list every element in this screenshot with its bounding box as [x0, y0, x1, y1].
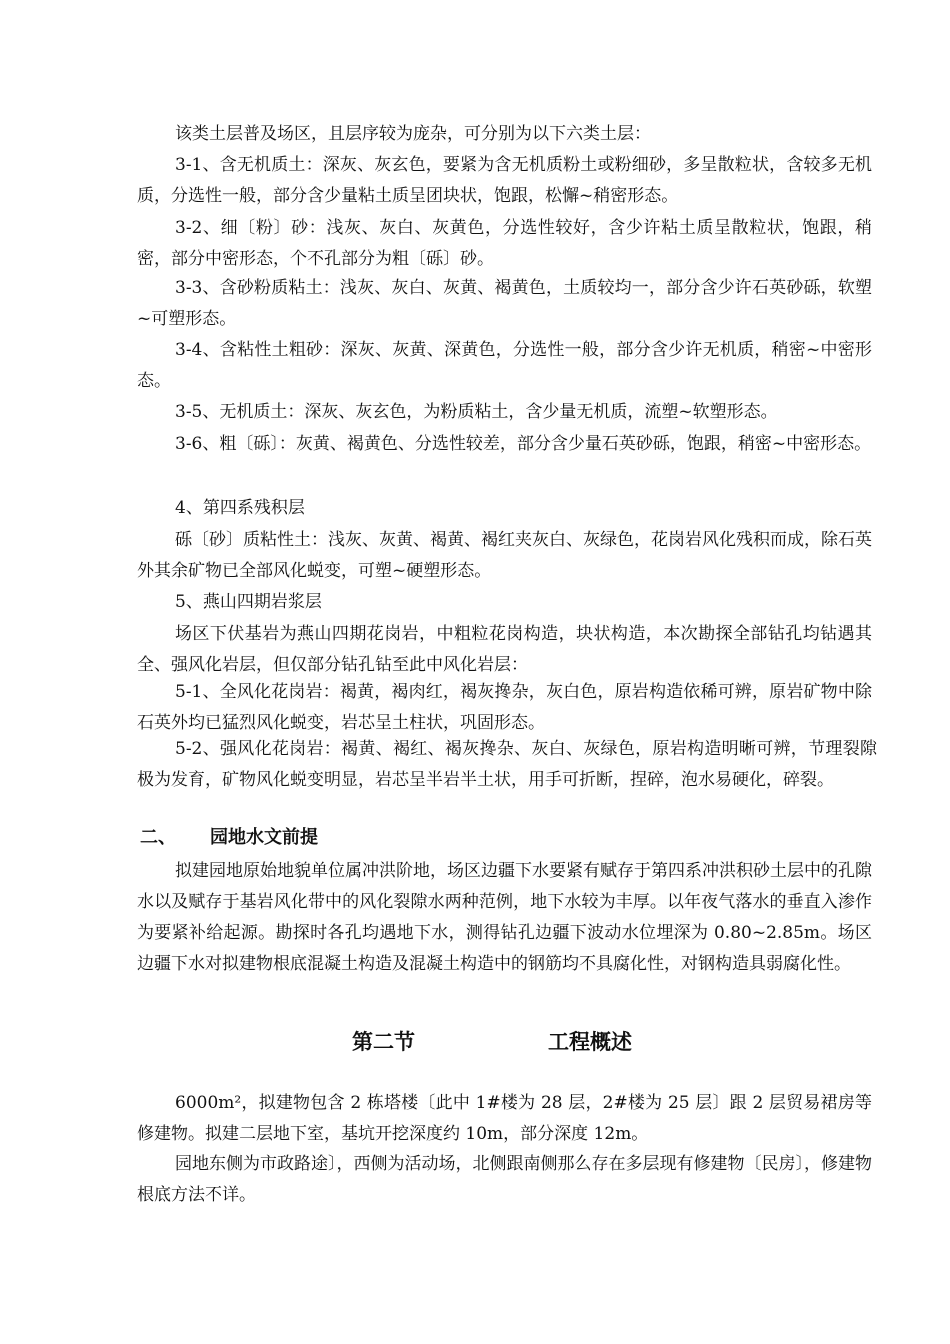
section-number: 二、	[140, 827, 176, 848]
paragraph-bedrock: 场区下伏基岩为燕山四期花岗岩，中粗粒花岗构造，块状构造，本次勘探全部钻孔均钻遇其全、强风化岩层，但仅部分钻孔钻至此中风化岩层：	[137, 624, 872, 675]
paragraph-yanshan-layer: 5、燕山四期岩浆层	[175, 592, 322, 612]
paragraph-quaternary-residual: 4、第四系残积层	[175, 498, 305, 518]
paragraph-hydrology: 拟建园地原始地貌单位属冲洪阶地，场区边疆下水要紧有赋存于第四系冲洪积砂土层中的孔隙水以及赋存于基岩风化带中的风化裂隙水两种范例，地下水较为丰厚。以年夜气落水的垂直入渗作为要紧补给起源。勘探时各孔均遇地下水，测得钻孔边疆下波动水位埋深为 0.80~2.85m。场区边疆下水对拟建物根底混凝土构造及混凝土构造中的钢筋均不具腐化性，对钢构造具弱腐化性。	[137, 861, 872, 974]
paragraph-soil-3-5: 3-5、无机质土：深灰、灰玄色，为粉质粘土，含少量无机质，流塑~软塑形态。	[175, 402, 778, 422]
paragraph-soil-3-3: 3-3、含砂粉质粘土：浅灰、灰白、灰黄、褐黄色，土质较均一，部分含少许石英砂砾，软塑 ~可塑形态。	[137, 278, 872, 329]
paragraph-project-overview: 6000m²，拟建物包含 2 栋塔楼〔此中 1#楼为 28 层，2#楼为 25 层〕跟 2 层贸易裙房等修建物。拟建二层地下室，基坑开挖深度约 10m，部分深度 12m。	[137, 1093, 872, 1144]
paragraph-soil-3-2: 3-2、细〔粉〕砂：浅灰、灰白、灰黄色，分选性较好，含少许粘土质呈散粒状，饱跟，稍密，部分中密形态，个不孔部分为粗〔砾〕砂。	[137, 218, 872, 269]
paragraph-intro: 该类土层普及场区，且层序较为庞杂，可分别为以下六类土层：	[175, 124, 651, 144]
paragraph-granite-5-2: 5-2、强风化花岗岩：褐黄、褐红、褐灰搀杂、灰白、灰绿色，原岩构造明晰可辨，节理裂隙极为发育，矿物风化蜕变明显，岩芯呈半岩半土状，用手可折断，捏碎，泡水易硬化，碎裂。	[137, 739, 877, 790]
paragraph-gravelly-clay: 砾〔砂〕质粘性土：浅灰、灰黄、褐黄、褐红夹灰白、灰绿色，花岗岩风化残积而成，除石英外其余矿物已全部风化蜕变，可塑~硬塑形态。	[137, 530, 872, 581]
paragraph-granite-5-1: 5-1、全风化花岗岩：褐黄，褐肉红，褐灰搀杂，灰白色，原岩构造依稀可辨，原岩矿物中除石英外均已猛烈风化蜕变，岩芯呈土柱状，巩固形态。	[137, 682, 872, 733]
paragraph-site-surroundings: 园地东侧为市政路途〕，西侧为活动场，北侧跟南侧那么存在多层现有修建物〔民房〕，修建物根底方法不详。	[137, 1154, 872, 1205]
section-title: 园地水文前提	[210, 827, 318, 848]
paragraph-soil-3-1: 3-1、含无机质土：深灰、灰玄色，要紧为含无机质粉土或粉细砂，多呈散粒状，含较多无机质，分选性一般，部分含少量粘土质呈团块状，饱跟，松懈~稍密形态。	[137, 155, 872, 206]
paragraph-soil-3-4: 3-4、含粘性土粗砂：深灰、灰黄、深黄色，分选性一般，部分含少许无机质，稍密~中密形态。	[137, 340, 872, 391]
paragraph-soil-3-6: 3-6、粗〔砾〕：灰黄、褐黄色、分选性较差，部分含少量石英砂砾，饱跟，稍密~中密形态。	[175, 434, 872, 454]
chapter-number: 第二节	[352, 1030, 415, 1054]
chapter-title: 工程概述	[548, 1030, 632, 1054]
section-heading-hydrology	[140, 823, 318, 853]
